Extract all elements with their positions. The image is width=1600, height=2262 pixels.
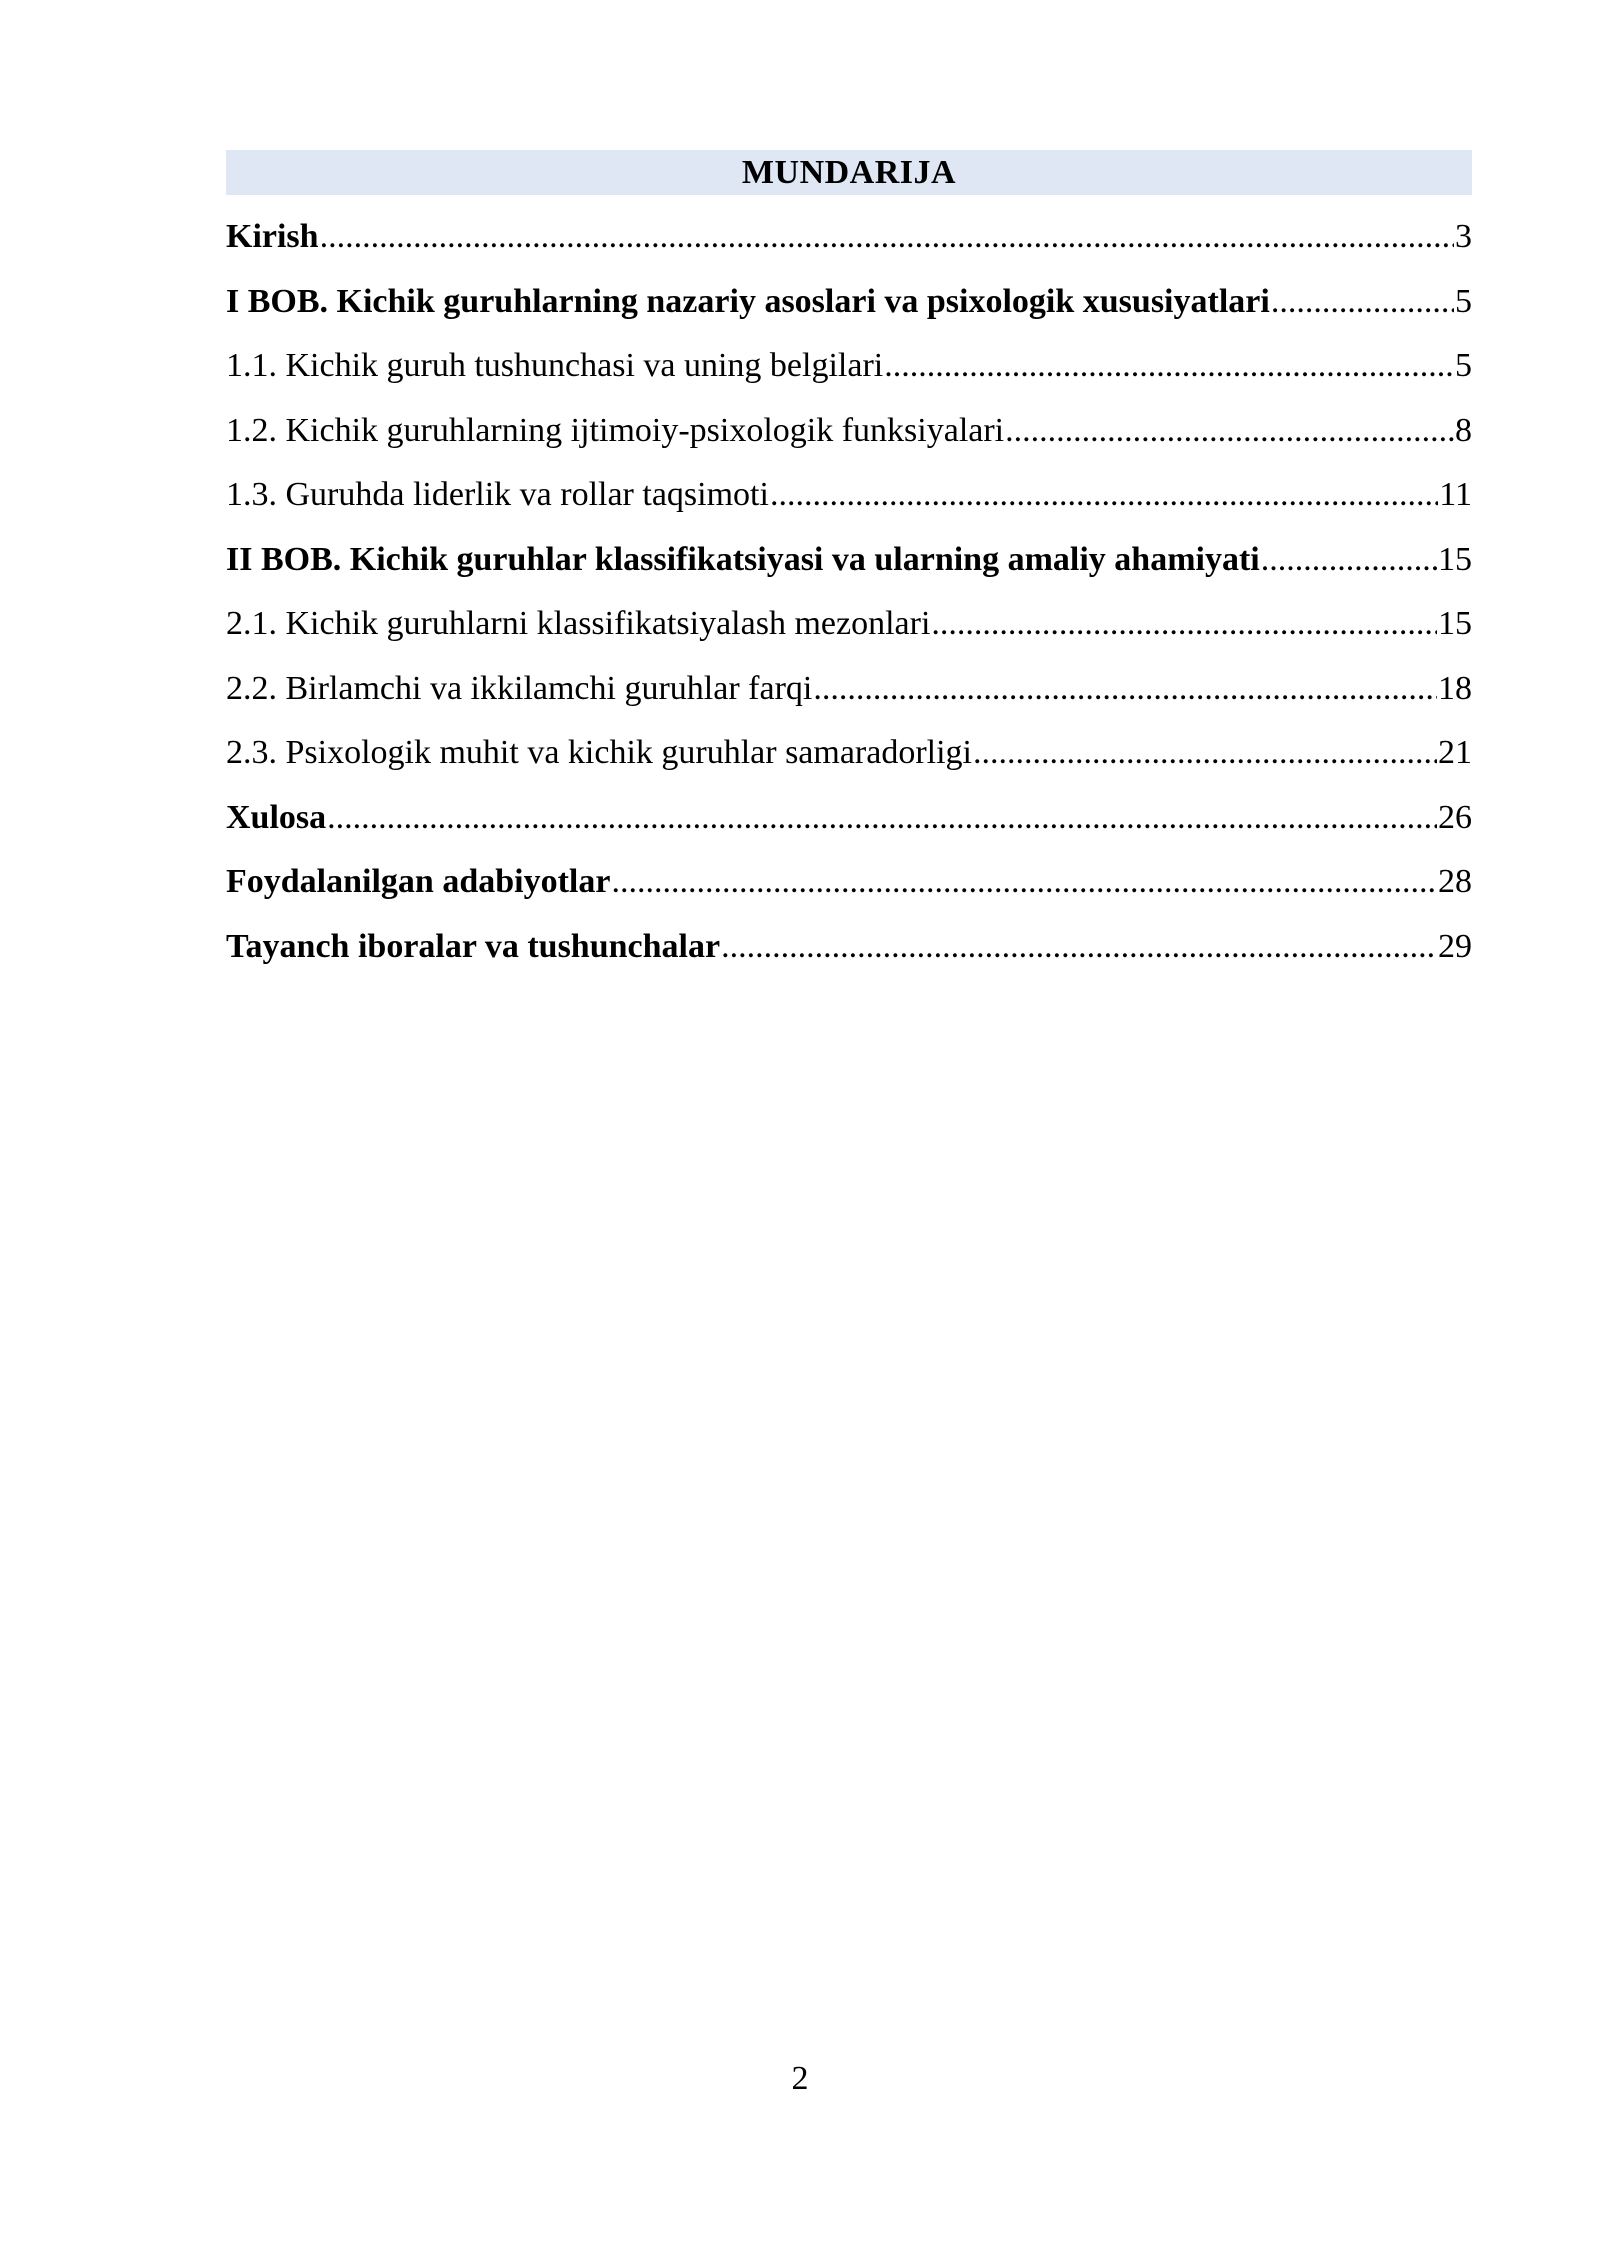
toc-entry-section-1-1[interactable] [226, 344, 1472, 409]
toc-entry-chapter-2[interactable] [226, 538, 1472, 603]
toc-entry-page: 21 [1438, 734, 1472, 771]
toc-entry-chapter-1[interactable] [226, 280, 1472, 345]
toc-entry-label: 1.3. Guruhda liderlik va rollar taqsimoti [226, 476, 769, 513]
toc-entry-page: 26 [1438, 798, 1472, 836]
toc-dot-leader [1261, 538, 1437, 582]
toc-entry-page: 5 [1455, 347, 1472, 384]
toc-entry-label: 2.1. Kichik guruhlarni klassifikatsiyalash mezonlari [226, 605, 931, 642]
toc-entry-section-2-1[interactable] [226, 602, 1472, 667]
toc-entry-glossary[interactable] [226, 925, 1472, 990]
toc-entry-page: 28 [1438, 863, 1472, 900]
toc-entry-references[interactable] [226, 860, 1472, 925]
toc-entry-page: 11 [1439, 476, 1472, 513]
toc-entry-label: Xulosa [226, 798, 327, 836]
toc-entry-section-1-3[interactable] [226, 473, 1472, 538]
toc-entry-section-1-2[interactable] [226, 409, 1472, 474]
toc-entry-introduction[interactable] [226, 215, 1472, 280]
toc-entry-page: 18 [1438, 669, 1472, 707]
toc-dot-leader [721, 925, 1437, 969]
toc-dot-leader [1271, 280, 1454, 324]
toc-dot-leader [611, 860, 1437, 904]
toc-entry-page: 15 [1438, 540, 1472, 578]
toc-entry-label: Foydalanilgan adabiyotlar [226, 863, 611, 900]
table-of-contents [226, 215, 1472, 989]
toc-entry-page: 15 [1438, 605, 1472, 642]
toc-entry-section-2-2[interactable] [226, 667, 1472, 732]
toc-dot-leader [884, 344, 1454, 388]
toc-dot-leader [327, 796, 1437, 840]
toc-entry-page: 29 [1438, 927, 1472, 965]
toc-entry-page: 8 [1455, 411, 1472, 449]
toc-entry-label: I BOB. Kichik guruhlarning nazariy asoslari va psixologik xususiyatlari [226, 282, 1270, 320]
toc-entry-page: 3 [1455, 218, 1472, 255]
toc-entry-section-2-3[interactable] [226, 731, 1472, 796]
toc-dot-leader [931, 602, 1437, 646]
toc-entry-label: 1.2. Kichik guruhlarning ijtimoiy-psixologik funksiyalari [226, 411, 1005, 449]
toc-entry-label: II BOB. Kichik guruhlar klassifikatsiyasi va ularning amaliy ahamiyati [226, 540, 1260, 578]
toc-dot-leader [1005, 409, 1454, 453]
toc-dot-leader [813, 667, 1437, 711]
toc-entry-conclusion[interactable] [226, 796, 1472, 861]
toc-entry-label: 2.2. Birlamchi va ikkilamchi guruhlar farqi [226, 669, 813, 707]
toc-dot-leader [320, 215, 1454, 259]
toc-entry-label: Tayanch iboralar va tushunchalar [226, 927, 721, 965]
toc-heading: MUNDARIJA [226, 150, 1472, 195]
toc-entry-label: 2.3. Psixologik muhit va kichik guruhlar samaradorligi [226, 734, 973, 771]
toc-dot-leader [973, 731, 1437, 775]
toc-entry-label: 1.1. Kichik guruh tushunchasi va uning belgilari [226, 347, 884, 384]
page-number: 2 [791, 2060, 809, 2097]
toc-entry-label: Kirish [226, 218, 319, 255]
toc-dot-leader [770, 473, 1438, 517]
toc-entry-page: 5 [1455, 282, 1472, 320]
